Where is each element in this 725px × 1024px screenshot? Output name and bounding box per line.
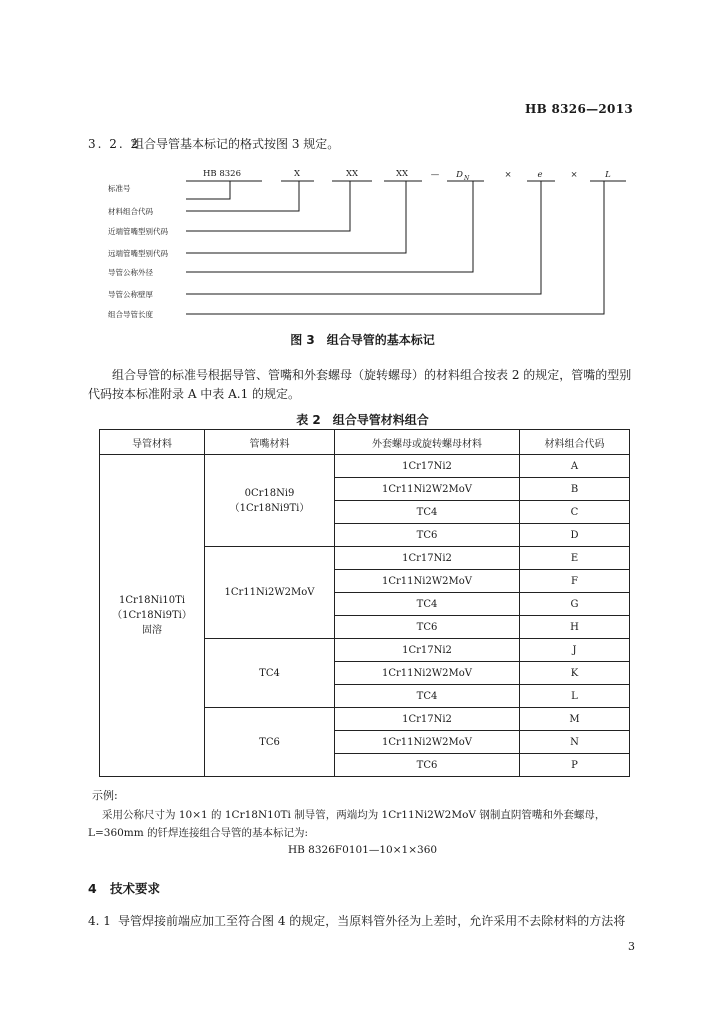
- tube-material-cell: [100, 455, 205, 777]
- field-dn-sub: N: [464, 175, 470, 182]
- paragraph-material-combination: 组合导管的标准号根据导管、管嘴和外套螺母（旋转螺母）的材料组合按表 2 的规定，管嘴的型别代码按本标准附录 A 中表 A.1 的规定。: [88, 368, 632, 401]
- code-cell: J: [520, 639, 630, 662]
- nozzle-material-line: 1Cr11Ni2W2MoV: [224, 587, 315, 598]
- figure-3-caption: 图 3 组合导管的基本标记: [290, 333, 435, 347]
- nut-material-cell: TC4: [335, 593, 520, 616]
- nut-material-cell: 1Cr11Ni2W2MoV: [335, 662, 520, 685]
- clause-text: 组合导管基本标记的格式按图 3 规定。: [132, 137, 340, 151]
- material-combination-table: [99, 429, 630, 777]
- nut-material-cell: 1Cr17Ni2: [335, 639, 520, 662]
- clause-4-1: [88, 912, 625, 929]
- section-title: 技术要求: [110, 881, 161, 896]
- standard-code: HB 8326—2013: [524, 102, 633, 116]
- field-standard: HB 8326: [203, 169, 241, 179]
- nut-material-cell: TC6: [335, 524, 520, 547]
- field-times-1: ×: [504, 170, 512, 180]
- header-combination-code: 材料组合代码: [520, 430, 630, 455]
- label-outer-diameter: 导管公称外径: [108, 268, 153, 277]
- code-cell: M: [520, 708, 630, 731]
- code-cell: L: [520, 685, 630, 708]
- field-xx-1: XX: [345, 169, 359, 179]
- nut-material-cell: 1Cr11Ni2W2MoV: [335, 478, 520, 501]
- nozzle-material-cell: [205, 455, 335, 547]
- field-e: e: [537, 170, 543, 180]
- nozzle-material-cell: [205, 639, 335, 708]
- page-number: 3: [628, 940, 635, 953]
- code-cell: F: [520, 570, 630, 593]
- nozzle-material-line: TC6: [259, 736, 280, 748]
- field-x: X: [293, 169, 301, 179]
- code-cell: E: [520, 547, 630, 570]
- code-cell: N: [520, 731, 630, 754]
- code-cell: A: [520, 455, 630, 478]
- header-nut-material: 外套螺母或旋转螺母材料: [335, 430, 520, 455]
- code-cell: B: [520, 478, 630, 501]
- nut-material-cell: TC4: [335, 685, 520, 708]
- field-dash: —: [430, 170, 440, 180]
- table-2-caption: 表 2 组合导管材料组合: [296, 413, 429, 427]
- nut-material-cell: 1Cr11Ni2W2MoV: [335, 731, 520, 754]
- nut-material-cell: TC6: [335, 616, 520, 639]
- label-far-nozzle-code: 远端管嘴型别代码: [108, 249, 168, 258]
- code-cell: G: [520, 593, 630, 616]
- field-dn: D: [456, 170, 463, 180]
- clause-text: 导管焊接前端应加工至符合图 4 的规定，当原料管外径为上差时，允许采用不去除材料的方法将: [118, 914, 626, 928]
- nozzle-material-cell: [205, 547, 335, 639]
- code-cell: D: [520, 524, 630, 547]
- clause-number: 3. 2. 2: [88, 137, 141, 151]
- nozzle-material-line: TC4: [259, 667, 280, 679]
- label-near-nozzle-code: 近端管嘴型别代码: [108, 227, 168, 236]
- section-number: 4: [88, 881, 97, 896]
- field-times-2: ×: [570, 170, 578, 180]
- example-marking: HB 8326F0101—10×1×360: [287, 844, 438, 856]
- label-standard-no: 标准号: [108, 184, 131, 193]
- nut-material-cell: 1Cr11Ni2W2MoV: [335, 570, 520, 593]
- nozzle-material-line: （1Cr18Ni9Ti）: [229, 502, 310, 514]
- code-cell: K: [520, 662, 630, 685]
- label-wall-thickness: 导管公称壁厚: [108, 290, 153, 299]
- nozzle-material-line: 0Cr18Ni9: [244, 487, 295, 499]
- field-l: L: [605, 170, 611, 180]
- example-body: 采用公称尺寸为 10×1 的 1Cr18N10Ti 制导管，两端均为 1Cr11Ni2W2MoV 钢制直阴管嘴和外套螺母，L=360mm 的钎焊连接组合导管的基本标记为:: [88, 809, 606, 839]
- label-length: 组合导管长度: [108, 310, 153, 319]
- nut-material-cell: 1Cr17Ni2: [335, 708, 520, 731]
- tube-material-line: （1Cr18Ni9Ti）: [112, 610, 192, 621]
- label-material-code: 材料组合代码: [108, 207, 153, 216]
- example-title: 示例:: [92, 789, 118, 802]
- field-xx-2: XX: [395, 169, 409, 179]
- code-cell: H: [520, 616, 630, 639]
- figure-3-diagram: [0, 0, 725, 330]
- table-row: [100, 455, 630, 478]
- tube-material-line: 1Cr18Ni10Ti: [118, 595, 186, 606]
- header-tube-material: 导管材料: [100, 430, 205, 455]
- clause-number: 4. 1: [88, 914, 111, 928]
- code-cell: C: [520, 501, 630, 524]
- code-cell: P: [520, 754, 630, 777]
- table-header-row: [100, 430, 630, 455]
- nut-material-cell: TC4: [335, 501, 520, 524]
- section-4-heading: [88, 879, 160, 897]
- nozzle-material-cell: [205, 708, 335, 777]
- nut-material-cell: 1Cr17Ni2: [335, 547, 520, 570]
- nut-material-cell: TC6: [335, 754, 520, 777]
- tube-material-line: 固溶: [142, 625, 162, 636]
- header-nozzle-material: 管嘴材料: [205, 430, 335, 455]
- nut-material-cell: 1Cr17Ni2: [335, 455, 520, 478]
